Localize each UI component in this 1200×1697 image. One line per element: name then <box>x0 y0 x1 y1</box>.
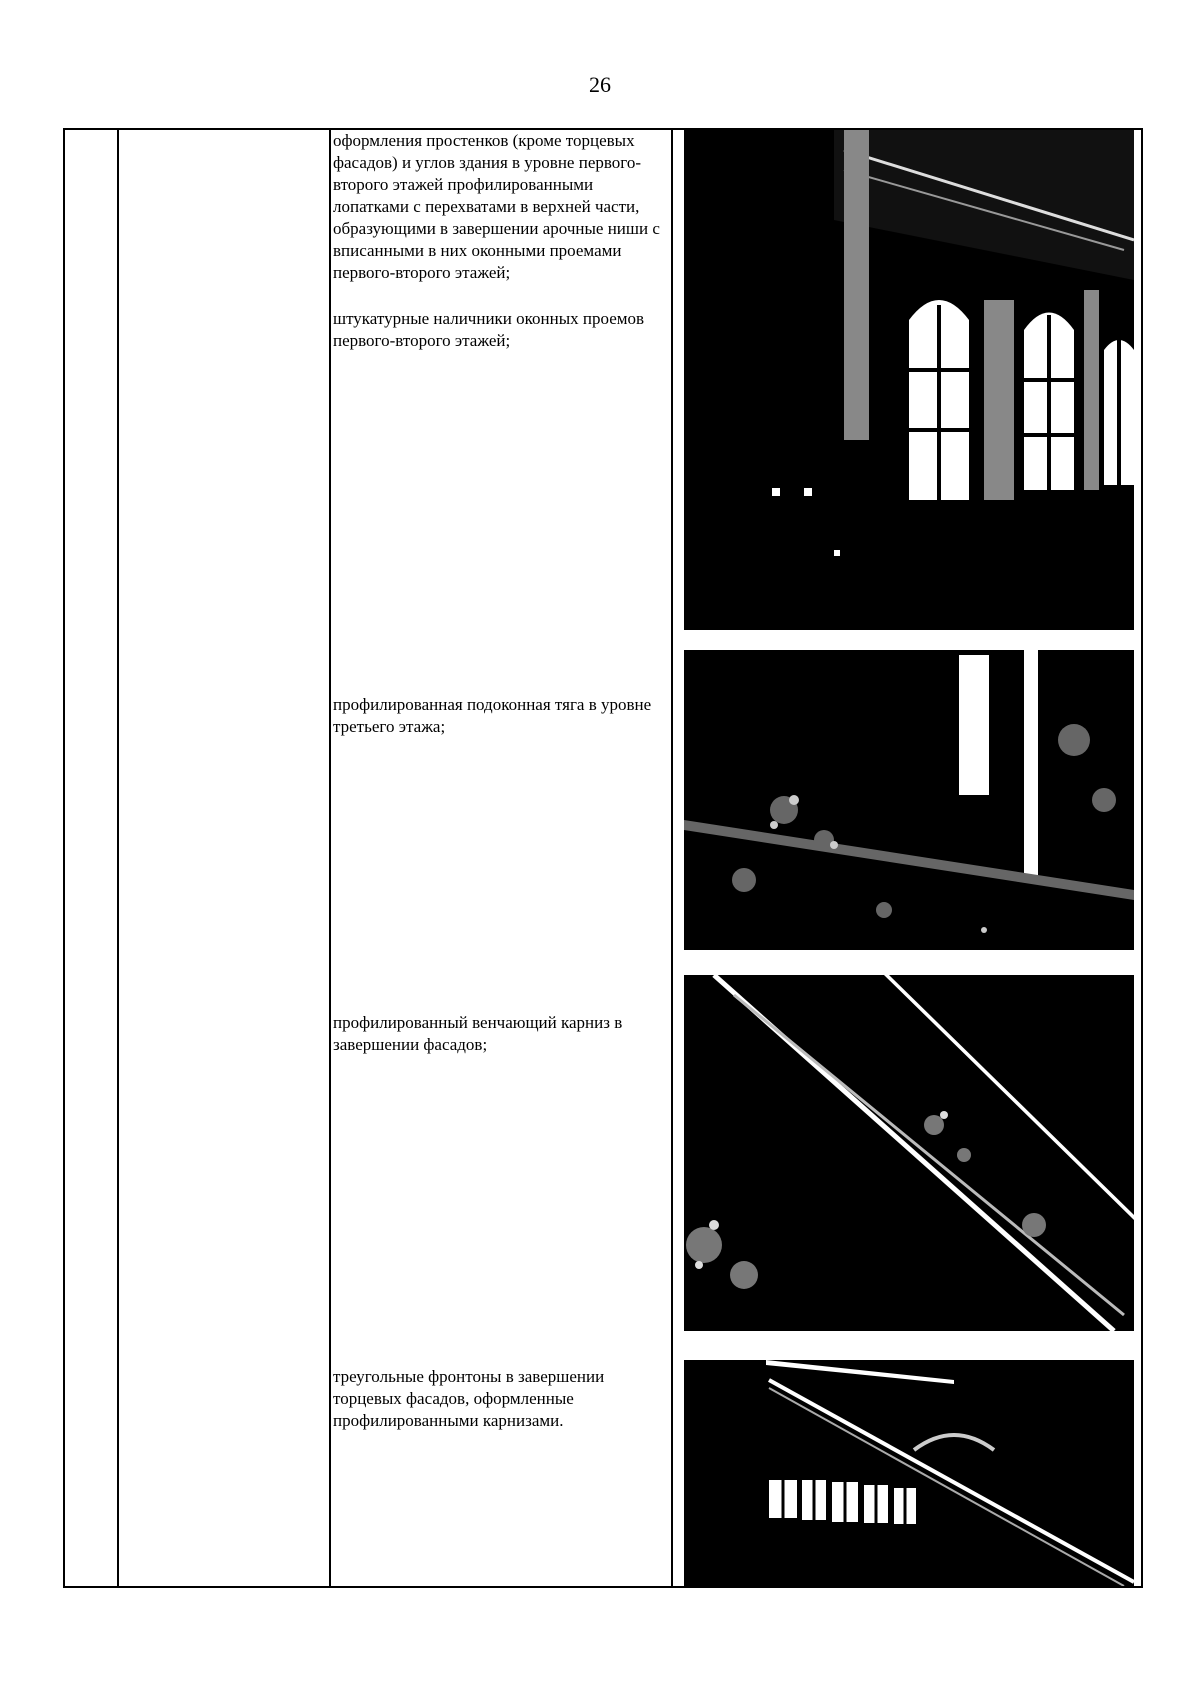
description-cell <box>333 694 669 738</box>
description-cell <box>333 1012 669 1056</box>
description-paragraph: штукатурные наличники оконных проемов первого-второго этажей; <box>333 309 645 350</box>
page-number: 26 <box>589 72 611 97</box>
description-paragraph: профилированный венчающий карниз в завершении фасадов; <box>333 1013 623 1054</box>
column-divider <box>671 130 673 1586</box>
triangular-pediment-photo <box>684 1360 1134 1586</box>
description-cell <box>333 1366 669 1432</box>
crowning-cornice-photo <box>684 975 1134 1331</box>
description-paragraph: треугольные фронтоны в завершении торцевых фасадов, оформленные профилированными карнизами. <box>333 1367 605 1430</box>
description-paragraph: оформления простенков (кроме торцевых фасадов) и углов здания в уровне первого- второго этажей профилированными лопатками с перехватами в верхней части, образующими в завершении арочные ниши с вписанными в них оконными проемами первого-второго этажей; <box>333 131 660 282</box>
description-cell <box>333 130 669 352</box>
column-divider <box>329 130 331 1586</box>
sill-belt-course-photo <box>684 650 1134 950</box>
facade-arched-windows-photo <box>684 130 1134 630</box>
description-paragraph: профилированная подоконная тяга в уровне третьего этажа; <box>333 695 652 736</box>
column-divider <box>117 130 119 1586</box>
